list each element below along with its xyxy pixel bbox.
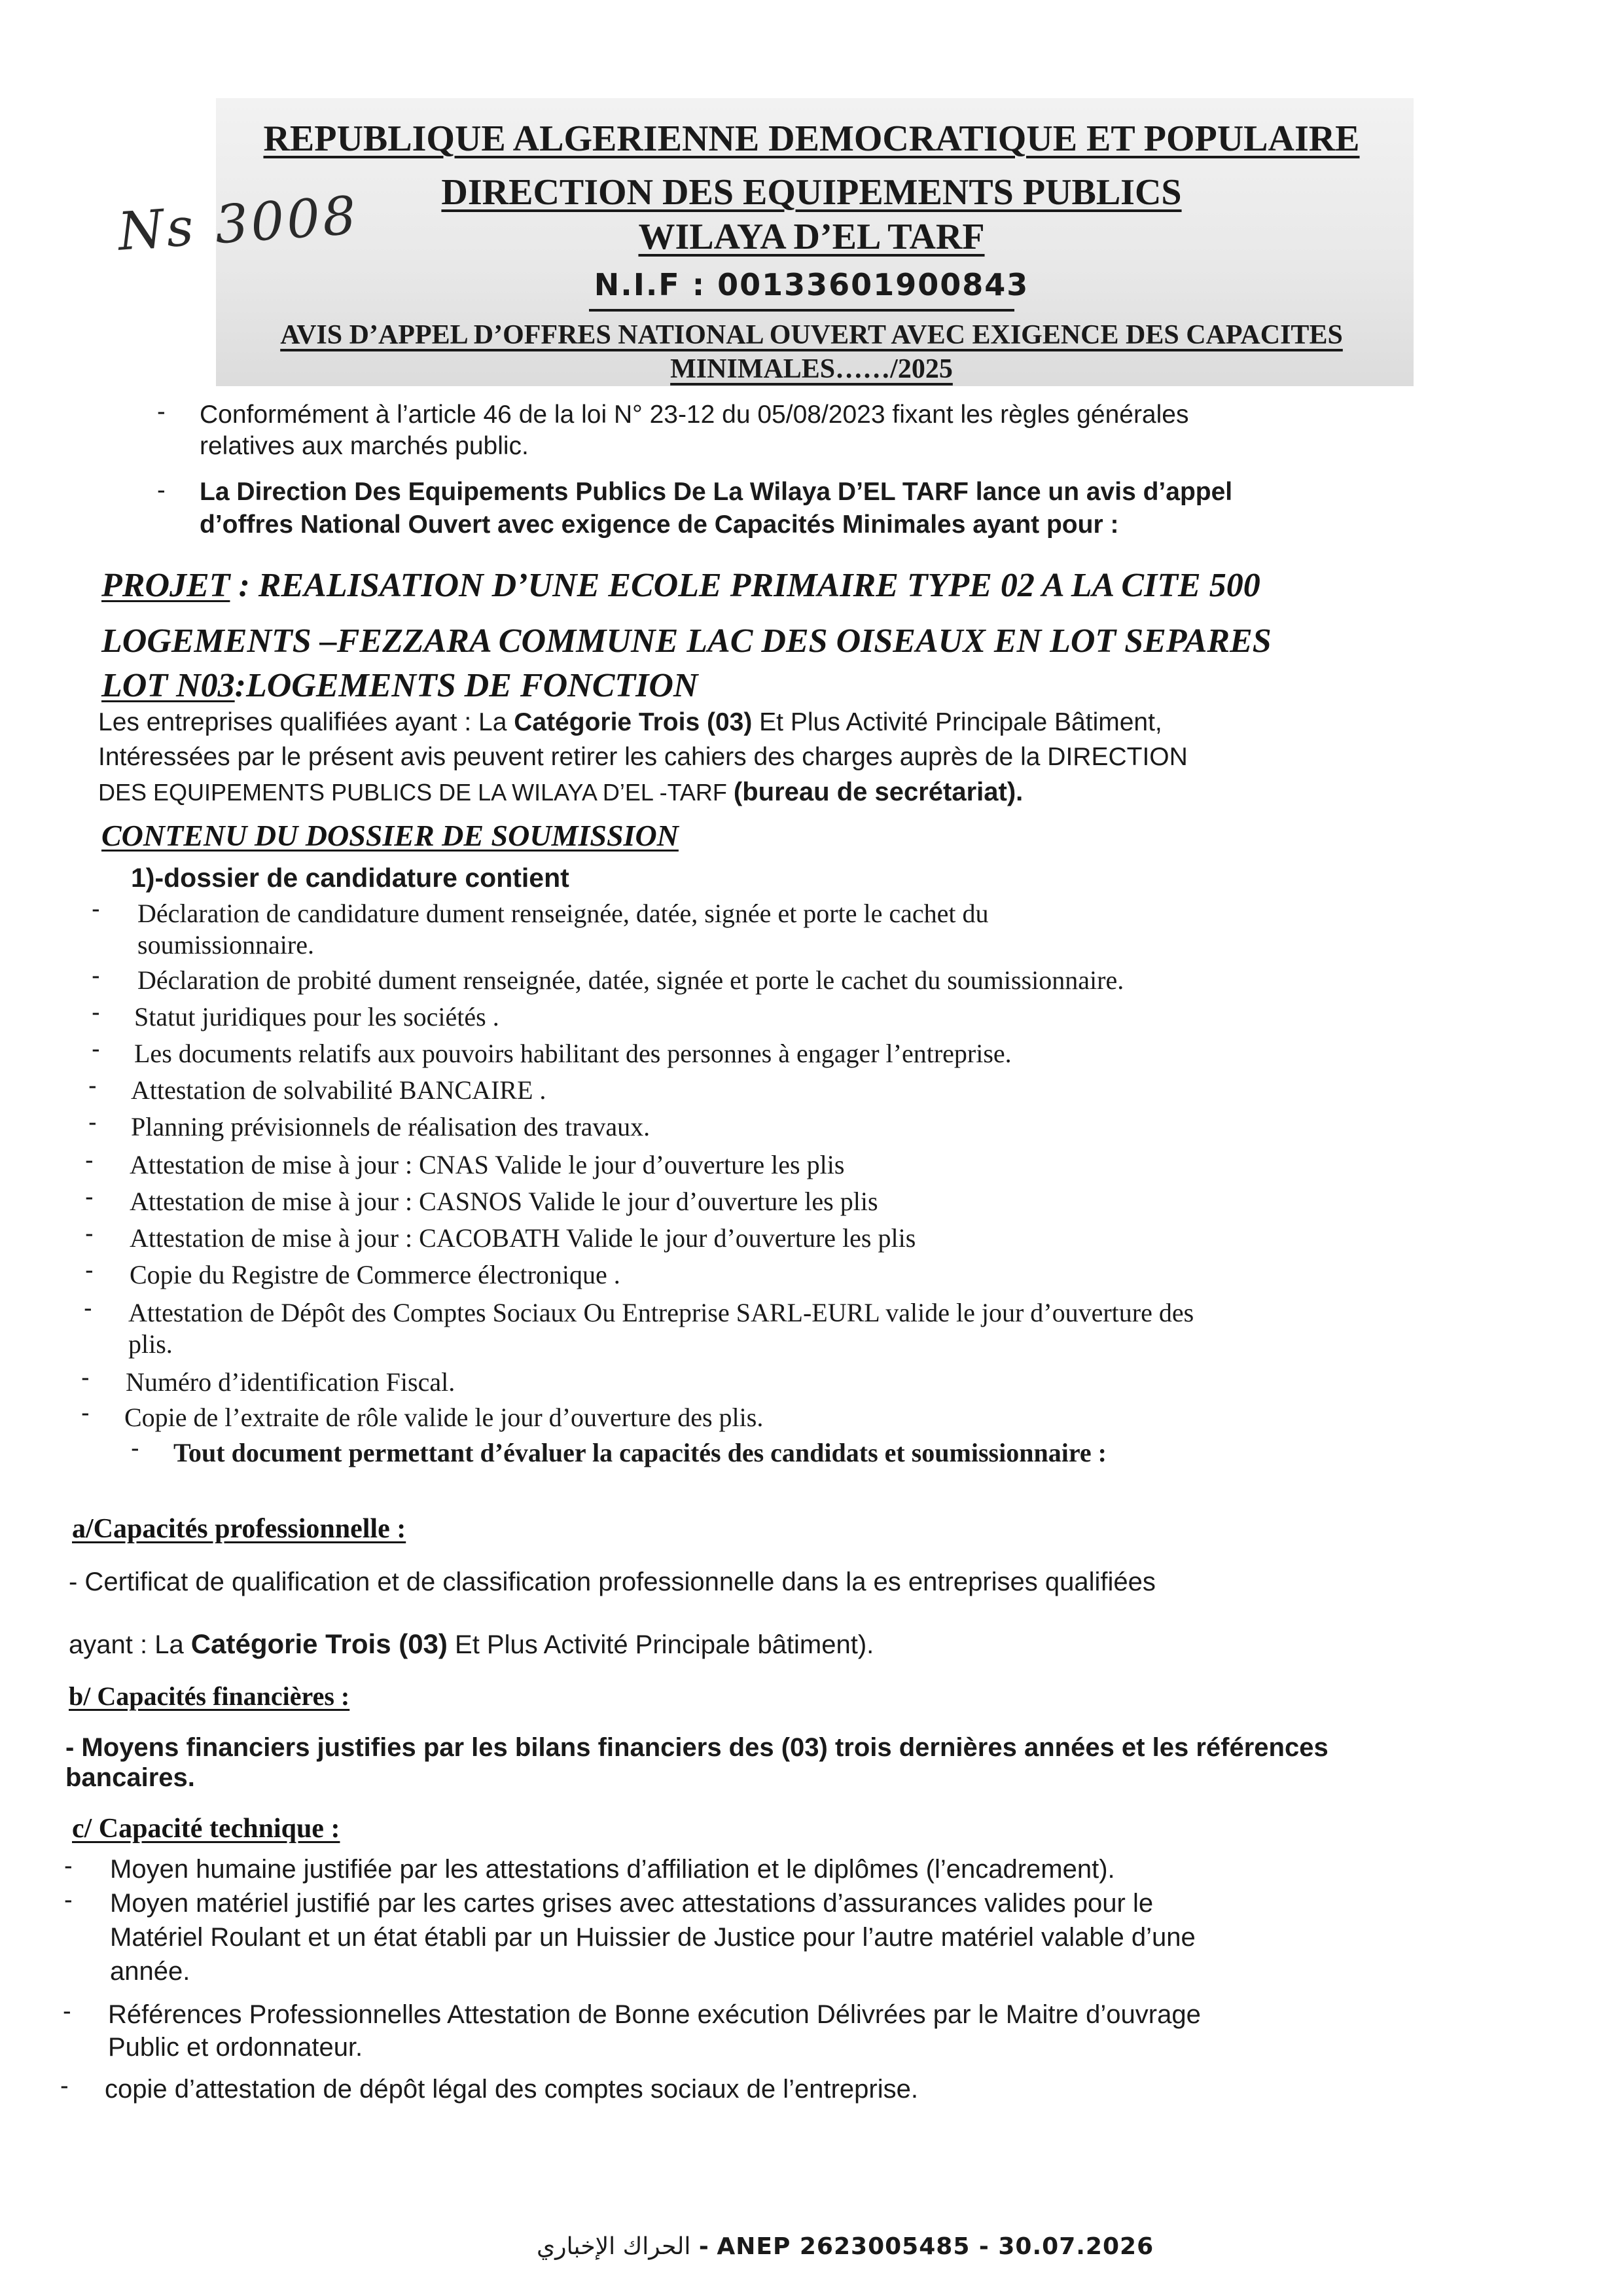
cap-pro-text: ayant : La: [69, 1630, 191, 1659]
cap-pro-line1: - Certificat de qualification et de classification professionnelle dans la es entreprises qualifiées: [69, 1568, 1156, 1596]
projet-lot: [101, 666, 698, 705]
contenu-item: Déclaration de probité dument renseignée, datée, signée et porte le cachet du soumissionnaire.: [137, 965, 1124, 995]
contenu-item: Copie de l’extraite de rôle valide le jour d’ouverture des plis.: [124, 1403, 764, 1432]
bullet-dash: -: [85, 1183, 94, 1211]
bullet-dash: -: [88, 1072, 97, 1100]
cap-tech-line: copie d’attestation de dépôt légal des comptes sociaux de l’entreprise.: [105, 2075, 918, 2104]
bullet-dash: -: [85, 1220, 94, 1247]
intro-p2-line1: La Direction Des Equipements Publics De La Wilaya D’EL TARF lance un avis d’appel: [200, 478, 1233, 506]
contenu-item: Attestation de Dépôt des Comptes Sociaux Ou Entreprise SARL-EURL valide le jour d’ouverture des: [128, 1298, 1194, 1327]
cap-tech-line: Matériel Roulant et un état établi par un Huissier de Justice pour l’autre matériel valable d’une: [110, 1923, 1196, 1952]
footer-reference: [537, 2233, 1154, 2260]
contenu-item: Planning prévisionnels de réalisation des travaux.: [131, 1112, 651, 1141]
cap-fin-title: b/ Capacités financières :: [69, 1681, 350, 1711]
contenu-tout-document: Tout document permettant d’évaluer la capacités des candidats et soumissionnaire :: [173, 1438, 1107, 1467]
nif-underline: [589, 309, 1014, 312]
header-wilaya: WILAYA D’EL TARF: [638, 217, 985, 257]
lot-label: LOT N03: [101, 667, 235, 704]
cap-tech-line: Références Professionnelles Attestation de Bonne exécution Délivrées par le Maitre d’ouvrage: [108, 2000, 1201, 2029]
intro-p1-line2: relatives aux marchés public.: [200, 432, 529, 460]
bullet-dash: -: [64, 1886, 73, 1914]
bullet-dash: -: [60, 2072, 69, 2100]
contenu-sub1: 1)-dossier de candidature contient: [131, 863, 569, 893]
cap-tech-line: Moyen humaine justifiée par les attestations d’affiliation et le diplômes (l’encadrement).: [110, 1855, 1115, 1884]
cap-pro-text: Et Plus Activité Principale bâtiment).: [447, 1630, 874, 1659]
contenu-title: CONTENU DU DOSSIER DE SOUMISSION: [101, 819, 679, 852]
bullet-dash: -: [157, 476, 166, 504]
bullet-dash: -: [84, 1295, 92, 1322]
bullet-dash: -: [88, 1109, 97, 1136]
contenu-item: Attestation de mise à jour : CNAS Valide le jour d’ouverture les plis: [130, 1150, 845, 1179]
intro-p1-line1: Conformément à l’article 46 de la loi N° 23-12 du 05/08/2023 fixant les règles générales: [200, 401, 1189, 429]
contenu-item: Déclaration de candidature dument renseignée, datée, signée et porte le cachet du: [137, 899, 989, 928]
bullet-dash: -: [157, 398, 166, 425]
bullet-dash: -: [81, 1364, 90, 1391]
projet-line2: LOGEMENTS –FEZZARA COMMUNE LAC DES OISEAUX EN LOT SEPARES: [101, 622, 1272, 660]
contenu-item: Numéro d’identification Fiscal.: [126, 1367, 455, 1397]
projet-title-part1: : REALISATION D’UNE ECOLE PRIMAIRE TYPE 02 A LA CITE 500: [230, 567, 1260, 604]
bullet-dash: -: [85, 1147, 94, 1174]
header-avis-line2: MINIMALES……/2025: [670, 354, 953, 384]
cap-tech-line: Public et ordonnateur.: [108, 2033, 363, 2062]
bullet-dash: -: [81, 1399, 90, 1427]
cap-tech-line: Moyen matériel justifié par les cartes grises avec attestations d’assurances valides pour le: [110, 1889, 1154, 1918]
projet-line1: [101, 566, 1260, 605]
bullet-dash: -: [92, 999, 100, 1026]
cap-pro-category: Catégorie Trois (03): [190, 1628, 448, 1659]
footer-anep: - ANEP 2623005485 - 30.07.2026: [690, 2233, 1154, 2260]
intro-p2-line2: d’offres National Ouvert avec exigence de Capacités Minimales ayant pour :: [200, 511, 1119, 539]
bullet-dash: -: [92, 895, 100, 923]
bullet-dash: -: [92, 1035, 100, 1063]
cap-fin-line2: bancaires.: [65, 1763, 195, 1792]
footer-arabic: الحراك الإخباري: [537, 2233, 691, 2260]
contenu-item: Attestation de solvabilité BANCAIRE .: [131, 1075, 546, 1105]
header-republic: REPUBLIQUE ALGERIENNE DEMOCRATIQUE ET POPULAIRE: [263, 118, 1360, 159]
bullet-dash: -: [85, 1257, 94, 1284]
contenu-item: plis.: [128, 1329, 173, 1359]
contenu-item: Les documents relatifs aux pouvoirs habilitant des personnes à engager l’entreprise.: [134, 1039, 1012, 1068]
handwritten-note: Ns 3008: [116, 185, 361, 262]
cap-pro-title: a/Capacités professionnelle :: [72, 1514, 406, 1544]
cap-pro-line2: [69, 1628, 874, 1660]
eligibility-line3: [98, 778, 1023, 807]
header-avis-line1: AVIS D’APPEL D’OFFRES NATIONAL OUVERT AVEC EXIGENCE DES CAPACITES: [280, 320, 1343, 350]
header-nif: N.I.F : 00133601900843: [594, 267, 1029, 302]
bullet-dash: -: [92, 962, 100, 990]
eligibility-text: Les entreprises qualifiées ayant : La: [98, 708, 514, 736]
bullet-dash: -: [64, 1852, 73, 1880]
lot-text: :LOGEMENTS DE FONCTION: [234, 667, 698, 704]
contenu-item: Copie du Registre de Commerce électronique .: [130, 1260, 620, 1289]
eligibility-text: DES EQUIPEMENTS PUBLICS DE LA WILAYA D’EL -TARF: [98, 779, 734, 806]
contenu-item: Attestation de mise à jour : CACOBATH Valide le jour d’ouverture les plis: [130, 1223, 916, 1253]
projet-label: PROJET: [101, 567, 230, 604]
eligibility-text: Et Plus Activité Principale Bâtiment,: [752, 708, 1162, 736]
eligibility-line1: [98, 708, 1162, 737]
contenu-item: Attestation de mise à jour : CASNOS Valide le jour d’ouverture les plis: [130, 1187, 878, 1216]
bullet-dash: -: [131, 1435, 139, 1462]
bullet-dash: -: [63, 1998, 71, 2025]
cap-tech-line: année.: [110, 1957, 190, 1986]
cap-fin-line1: - Moyens financiers justifies par les bilans financiers des (03) trois dernières années et les références: [65, 1733, 1329, 1762]
cap-tech-title: c/ Capacité technique :: [72, 1814, 340, 1844]
contenu-item: soumissionnaire.: [137, 930, 314, 960]
contenu-item: Statut juridiques pour les sociétés .: [134, 1002, 499, 1031]
header-direction: DIRECTION DES EQUIPEMENTS PUBLICS: [441, 172, 1182, 213]
eligibility-office: (bureau de secrétariat).: [733, 778, 1024, 806]
eligibility-category: Catégorie Trois (03): [514, 708, 753, 736]
eligibility-line2: Intéressées par le présent avis peuvent retirer les cahiers des charges auprès de la DIRECTION: [98, 743, 1188, 771]
